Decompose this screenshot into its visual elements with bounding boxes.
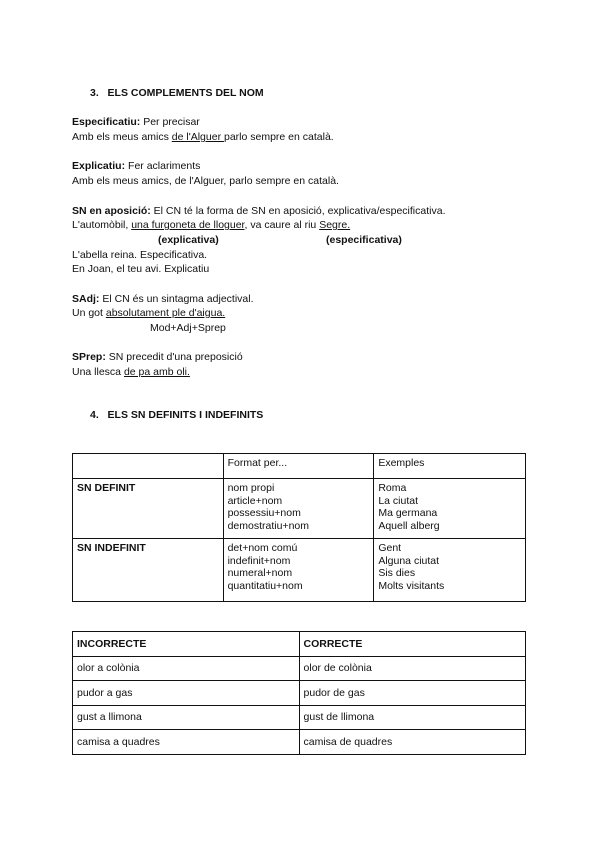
table-header-empty	[73, 454, 224, 479]
especificatiu-desc: Per precisar	[140, 116, 200, 128]
table-cell: gust de llimona	[299, 706, 525, 730]
table-row	[73, 706, 526, 730]
section-3-number: 3.	[90, 87, 99, 99]
especificatiu-example-post: parlo sempre en català.	[223, 131, 334, 143]
table-cell: gust a llimona	[73, 706, 300, 730]
section-3-heading	[90, 87, 264, 100]
table-row	[73, 539, 526, 602]
table-cell: pudor a gas	[73, 681, 300, 706]
row-label-definit: SN DEFINIT	[77, 482, 136, 494]
cell-line: demostratiu+nom	[227, 519, 310, 532]
sprep-example-underlined: de pa amb oli.	[123, 366, 190, 378]
table-cell-label	[73, 479, 224, 539]
cell-line: nom propi	[227, 482, 275, 494]
explicatiu-label: Explicatiu:	[72, 160, 126, 172]
explicatiu-definition	[72, 160, 200, 173]
especificatiu-example	[72, 131, 334, 144]
table-header-exemples: Exemples	[374, 454, 526, 479]
table-cell: camisa a quadres	[73, 730, 300, 755]
aposicio-example-underlined-1: una furgoneta de lloguer	[131, 219, 245, 231]
aposicio-tag-especificativa: (especificativa)	[326, 234, 402, 246]
table-row	[73, 479, 526, 539]
table-cell-examples	[374, 539, 526, 602]
sadj-formula: Mod+Adj+Sprep	[150, 322, 226, 334]
sn-definits-table	[72, 453, 526, 602]
aposicio-label: SN en aposició:	[72, 205, 151, 217]
cell-line: Gent	[378, 542, 402, 554]
explicatiu-desc: Fer aclariments	[125, 160, 201, 172]
aposicio-example-2: L'abella reina. Especificativa.	[72, 249, 208, 261]
table-cell-format	[223, 539, 374, 602]
sprep-definition	[72, 351, 243, 364]
especificatiu-label: Especificatiu:	[72, 116, 141, 128]
cell-line: article+nom	[227, 494, 283, 507]
cell-line: possessiu+nom	[227, 507, 301, 519]
cell-line: quantitatiu+nom	[227, 579, 303, 592]
sadj-example-underlined: absolutament ple d'aigua.	[105, 307, 226, 319]
explicatiu-example: Amb els meus amics, de l'Alguer, parlo sempre en català.	[72, 175, 339, 187]
table-cell-examples	[374, 479, 526, 539]
cell-line: Molts visitants	[378, 579, 445, 592]
aposicio-desc: El CN té la forma de SN en aposició, explicativa/especificativa.	[150, 205, 446, 217]
sadj-label: SAdj:	[72, 293, 100, 305]
sprep-example	[72, 366, 190, 379]
cell-line: Ma germana	[378, 507, 438, 519]
table-cell: camisa de quadres	[299, 730, 525, 755]
especificatiu-example-pre: Amb els meus amics	[72, 131, 172, 143]
section-3-title: ELS COMPLEMENTS DEL NOM	[107, 87, 264, 99]
section-4-heading	[90, 409, 263, 422]
row-label-indefinit: SN INDEFINIT	[77, 542, 146, 554]
cell-line: Sis dies	[378, 567, 416, 579]
table-cell-label	[73, 539, 224, 602]
cell-line: Aquell alberg	[378, 519, 440, 532]
sadj-definition	[72, 293, 254, 306]
table-row	[73, 657, 526, 681]
aposicio-definition	[72, 205, 445, 218]
table-cell: olor a colònia	[73, 657, 300, 681]
aposicio-example-underlined-2: Segre.	[319, 219, 351, 231]
table-row	[73, 730, 526, 755]
cell-line: Alguna ciutat	[378, 554, 440, 567]
aposicio-example	[72, 219, 350, 232]
aposicio-example-pre: L'automòbil,	[72, 219, 132, 231]
table-cell: olor de colònia	[299, 657, 525, 681]
section-4-title: ELS SN DEFINITS I INDEFINITS	[107, 409, 264, 421]
incorrecte-correcte-table	[72, 631, 526, 755]
cell-line: La ciutat	[378, 494, 419, 507]
sadj-desc: El CN és un sintagma adjectival.	[99, 293, 254, 305]
cell-line: indefinit+nom	[227, 554, 291, 567]
aposicio-example-mid: , va caure al riu	[244, 219, 320, 231]
table-row	[73, 681, 526, 706]
table-row	[73, 632, 526, 657]
aposicio-tag-explicativa: (explicativa)	[158, 234, 219, 246]
especificatiu-definition	[72, 116, 200, 129]
sadj-example-pre: Un got	[72, 307, 106, 319]
especificatiu-example-underlined: de l'Alguer	[171, 131, 224, 143]
section-4-number: 4.	[90, 409, 99, 421]
table-cell: pudor de gas	[299, 681, 525, 706]
table-header-format: Format per...	[223, 454, 374, 479]
sprep-desc: SN precedit d'una preposició	[105, 351, 243, 363]
table-row	[73, 454, 526, 479]
sadj-example	[72, 307, 225, 320]
header-correcte-text: CORRECTE	[303, 637, 363, 650]
table-cell-format	[223, 479, 374, 539]
header-incorrecte-text: INCORRECTE	[77, 637, 147, 650]
sprep-label: SPrep:	[72, 351, 106, 363]
aposicio-example-3: En Joan, el teu avi. Explicatiu	[72, 263, 210, 275]
sprep-example-pre: Una llesca	[72, 366, 124, 378]
table-header-correcte	[299, 632, 525, 657]
cell-line: Roma	[378, 482, 407, 494]
cell-line: det+nom comú	[227, 542, 298, 554]
table-header-incorrecte	[73, 632, 300, 657]
cell-line: numeral+nom	[227, 567, 293, 579]
